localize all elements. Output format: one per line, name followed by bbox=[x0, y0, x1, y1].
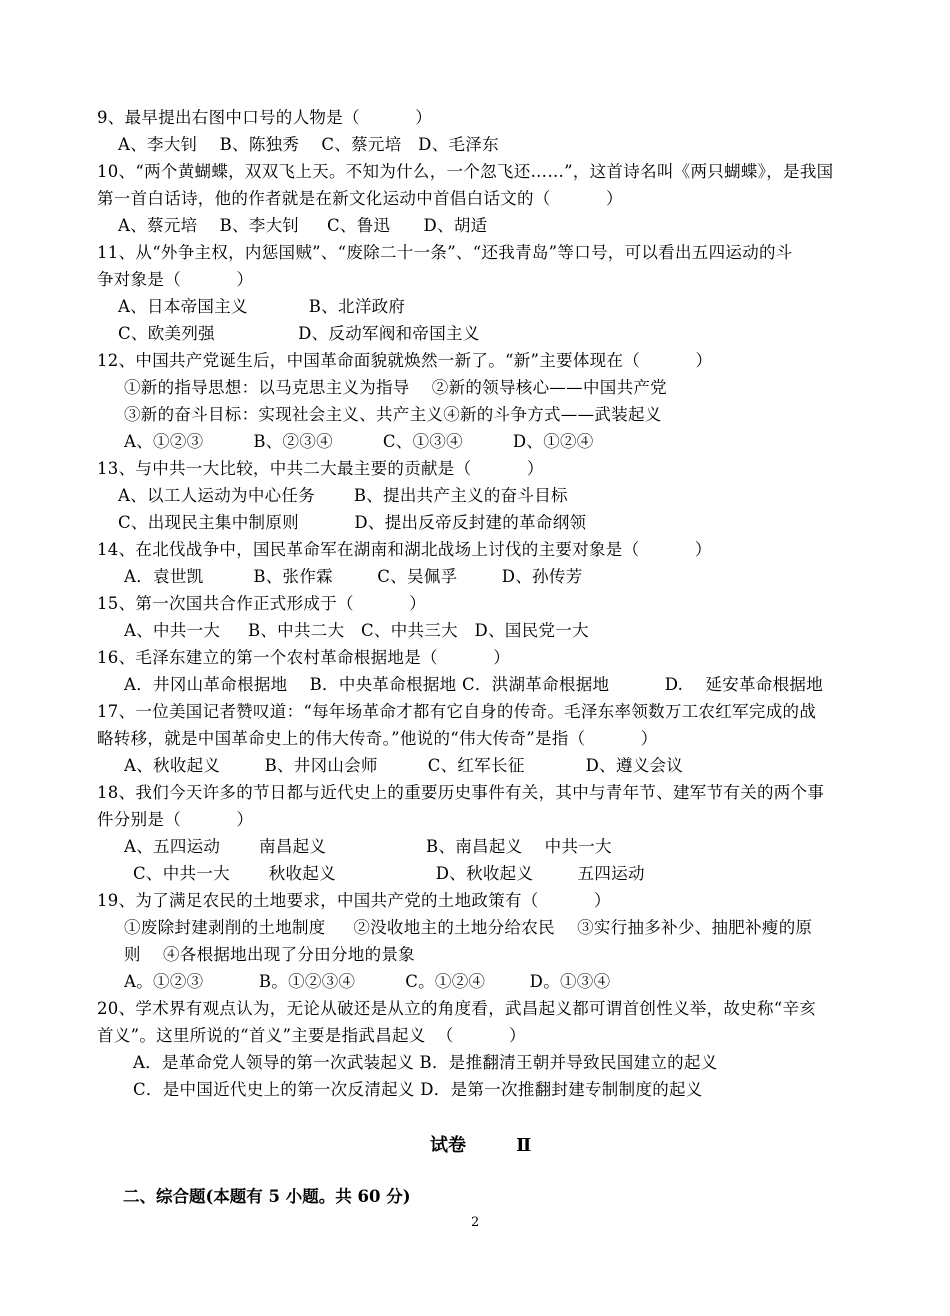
question-line: 首义”。这里所说的“首义”主要是指武昌起义 （ ） bbox=[97, 1026, 526, 1045]
question-line: 18、我们今天许多的节日都与近代史上的重要历史事件有关，其中与青年节、建军节有关的两个事 bbox=[97, 783, 825, 802]
question-line: 17、一位美国记者赞叹道：“每年场革命才都有它自身的传奇。毛泽东率领数万工农红军完成的战 bbox=[97, 702, 817, 721]
question-line: A、秋收起义 B、井冈山会师 C、红军长征 D、遵义会议 bbox=[124, 756, 684, 775]
question-line: A。①②③ B。①②③④ C。①②④ D。①③④ bbox=[124, 972, 611, 991]
question-line: 14、在北伐战争中，国民革命军在湖南和湖北战场上讨伐的主要对象是（ ） bbox=[97, 540, 712, 559]
question-line: 20、学术界有观点认为，无论从破还是从立的角度看，武昌起义都可谓首创性义举，故史称“辛亥 bbox=[97, 999, 817, 1018]
section-heading: 二、综合题(本题有 5 小题。共 60 分) bbox=[123, 1187, 411, 1206]
question-line: A、①②③ B、②③④ C、①③④ D、①②④ bbox=[124, 432, 594, 451]
question-line: A．是革命党人领导的第一次武装起义 B．是推翻清王朝并导致民国建立的起义 bbox=[133, 1053, 718, 1072]
question-line: 略转移，就是中国革命史上的伟大传奇。”他说的“伟大传奇”是指（ ） bbox=[97, 729, 658, 748]
question-line: 10、“两个黄蝴蝶，双双飞上天。不知为什么，一个忽飞还……”，这首诗名叫《两只蝴蝶》，是我国 bbox=[97, 162, 834, 181]
question-line: A、五四运动 南昌起义 B、南昌起义 中共一大 bbox=[124, 837, 612, 856]
page-number: 2 bbox=[471, 1215, 480, 1230]
question-line: 则 ④各根据地出现了分田分地的景象 bbox=[124, 945, 415, 964]
question-line: ①新的指导思想：以马克思主义为指导 ②新的领导核心——中国共产党 bbox=[124, 378, 667, 397]
question-line: 9、最早提出右图中口号的人物是（ ） bbox=[97, 108, 433, 127]
question-line: A、以工人运动为中心任务 B、提出共产主义的奋斗目标 bbox=[118, 486, 568, 505]
question-line: 16、毛泽东建立的第一个农村革命根据地是（ ） bbox=[97, 648, 511, 667]
question-line: A、日本帝国主义 B、北洋政府 bbox=[118, 297, 406, 316]
question-line: 第一首白话诗，他的作者就是在新文化运动中首倡白话文的（ ） bbox=[97, 189, 623, 208]
question-line: A、蔡元培 B、李大钊 C、鲁迅 D、胡适 bbox=[118, 216, 488, 235]
question-line: C、中共一大 秋收起义 D、秋收起义 五四运动 bbox=[133, 864, 645, 883]
question-line: 件分别是（ ） bbox=[97, 810, 254, 829]
question-line: ③新的奋斗目标：实现社会主义、共产主义④新的斗争方式——武装起义 bbox=[124, 405, 662, 424]
paper-title: 试卷 Ⅱ bbox=[430, 1135, 532, 1156]
question-line: A．袁世凯 B、张作霖 C、吴佩孚 D、孙传芳 bbox=[124, 567, 583, 586]
question-line: A．井冈山革命根据地 B．中央革命根据地 C．洪湖革命根据地 D. 延安革命根据地 bbox=[124, 675, 824, 694]
question-line: A、中共一大 B、中共二大 C、中共三大 D、国民党一大 bbox=[124, 621, 589, 640]
question-line: 13、与中共一大比较，中共二大最主要的贡献是（ ） bbox=[97, 459, 544, 478]
question-line: 争对象是（ ） bbox=[97, 270, 254, 289]
question-line: ①废除封建剥削的土地制度 ②没收地主的土地分给农民 ③实行抽多补少、抽肥补瘦的原 bbox=[124, 918, 813, 937]
question-line: 19、为了满足农民的土地要求，中国共产党的土地政策有（ ） bbox=[97, 891, 611, 910]
question-line: C．是中国近代史上的第一次反清起义 D．是第一次推翻封建专制制度的起义 bbox=[133, 1080, 703, 1099]
question-line: 12、中国共产党诞生后，中国革命面貌就焕然一新了。“新”主要体现在（ ） bbox=[97, 351, 713, 370]
question-line: C、出现民主集中制原则 D、提出反帝反封建的革命纲领 bbox=[118, 513, 587, 532]
question-line: 11、从“外争主权，内惩国贼”、“废除二十一条”、“还我青岛”等口号，可以看出五四运动的斗 bbox=[97, 243, 793, 262]
question-line: C、欧美列强 D、反动军阀和帝国主义 bbox=[118, 324, 480, 343]
question-line: 15、第一次国共合作正式形成于（ ） bbox=[97, 594, 427, 613]
question-line: A、李大钊 B、陈独秀 C、蔡元培 D、毛泽东 bbox=[118, 135, 499, 154]
